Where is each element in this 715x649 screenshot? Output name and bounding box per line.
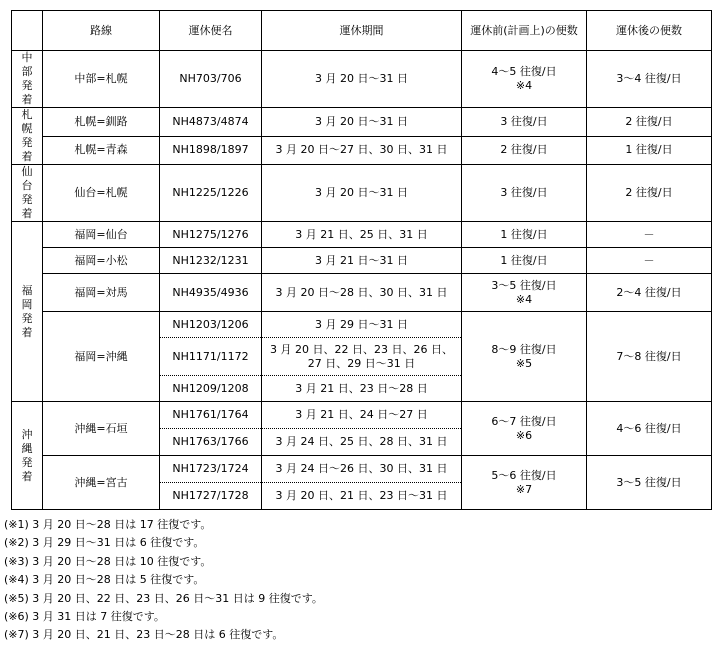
before-cell: 8～9 往復/日 ※5 <box>462 312 587 402</box>
table-row <box>12 165 712 222</box>
flight-cell: NH1275/1276 <box>160 222 262 248</box>
flight-cell: NH4935/4936 <box>160 274 262 312</box>
route-cell: 札幌=釧路 <box>43 108 160 137</box>
route-cell: 福岡=対馬 <box>43 274 160 312</box>
table-row <box>12 456 712 483</box>
after-cell: 2 往復/日 <box>587 108 712 137</box>
after-cell: 3～5 往復/日 <box>587 456 712 510</box>
route-cell: 中部=札幌 <box>43 51 160 108</box>
period-cell: 3 月 24 日、25 日、28 日、31 日 <box>262 429 462 456</box>
before-cell: 4～5 往復/日 ※4 <box>462 51 587 108</box>
before-cell: 3 往復/日 <box>462 108 587 137</box>
after-cell: 1 往復/日 <box>587 136 712 165</box>
after-cell: 2 往復/日 <box>587 165 712 222</box>
region-chubu: 中部発着 <box>12 51 43 108</box>
period-cell: 3 月 21 日、23 日～28 日 <box>262 376 462 402</box>
region-fukuoka: 福岡発着 <box>12 222 43 402</box>
period-cell: 3 月 20 日～27 日、30 日、31 日 <box>262 136 462 165</box>
header-row <box>12 11 712 51</box>
after-cell: － <box>587 222 712 248</box>
route-cell: 仙台=札幌 <box>43 165 160 222</box>
footnote: (※2) 3 月 29 日～31 日は 6 往復です。 <box>4 536 205 550</box>
header-before: 運休前(計画上)の便数 <box>462 11 587 51</box>
before-cell: 1 往復/日 <box>462 248 587 274</box>
before-cell: 2 往復/日 <box>462 136 587 165</box>
route-cell: 福岡=仙台 <box>43 222 160 248</box>
header-region <box>12 11 43 51</box>
flight-cell: NH1209/1208 <box>160 376 262 402</box>
flight-cell: NH703/706 <box>160 51 262 108</box>
table-row <box>12 222 712 248</box>
flight-cell: NH1203/1206 <box>160 312 262 338</box>
route-cell: 福岡=沖縄 <box>43 312 160 402</box>
region-sendai: 仙台発着 <box>12 165 43 222</box>
after-cell: 4～6 往復/日 <box>587 402 712 456</box>
footnote: (※5) 3 月 20 日、22 日、23 日、26 日～31 日は 9 往復です。 <box>4 591 323 605</box>
footnote: (※4) 3 月 20 日～28 日は 5 往復です。 <box>4 573 205 587</box>
header-period: 運休期間 <box>262 11 462 51</box>
flight-cell: NH1232/1231 <box>160 248 262 274</box>
period-cell: 3 月 21 日、25 日、31 日 <box>262 222 462 248</box>
header-route: 路線 <box>43 11 160 51</box>
period-cell: 3 月 20 日～31 日 <box>262 108 462 137</box>
region-sapporo: 札幌発着 <box>12 108 43 165</box>
route-cell: 沖縄=宮古 <box>43 456 160 510</box>
table-row <box>12 402 712 429</box>
footnote: (※1) 3 月 20 日～28 日は 17 往復です。 <box>4 518 212 531</box>
flight-cell: NH1763/1766 <box>160 429 262 456</box>
period-cell: 3 月 20 日～31 日 <box>262 51 462 108</box>
flight-cell: NH1898/1897 <box>160 136 262 165</box>
route-cell: 札幌=青森 <box>43 136 160 165</box>
route-cell: 福岡=小松 <box>43 248 160 274</box>
footnote: (※7) 3 月 20 日、21 日、23 日～28 日は 6 往復です。 <box>4 628 284 642</box>
footnote: (※6) 3 月 31 日は 7 往復です。 <box>4 610 165 624</box>
table-row <box>12 274 712 312</box>
period-cell: 3 月 29 日～31 日 <box>262 312 462 338</box>
header-after: 運休後の便数 <box>587 11 712 51</box>
route-cell: 沖縄=石垣 <box>43 402 160 456</box>
before-cell: 5～6 往復/日 ※7 <box>462 456 587 510</box>
before-cell: 3 往復/日 <box>462 165 587 222</box>
period-cell: 3 月 20 日～28 日、30 日、31 日 <box>262 274 462 312</box>
flight-cell: NH1723/1724 <box>160 456 262 483</box>
period-cell: 3 月 20 日～31 日 <box>262 165 462 222</box>
period-cell: 3 月 21 日、24 日～27 日 <box>262 402 462 429</box>
after-cell: － <box>587 248 712 274</box>
flight-cell: NH1727/1728 <box>160 483 262 510</box>
before-cell: 6～7 往復/日 ※6 <box>462 402 587 456</box>
period-cell: 3 月 21 日～31 日 <box>262 248 462 274</box>
table-row <box>12 312 712 338</box>
suspension-table <box>11 10 712 510</box>
after-cell: 7～8 往復/日 <box>587 312 712 402</box>
flight-cell: NH4873/4874 <box>160 108 262 137</box>
header-flight: 運休便名 <box>160 11 262 51</box>
footnotes <box>4 516 709 645</box>
after-cell: 2～4 往復/日 <box>587 274 712 312</box>
table-row <box>12 51 712 108</box>
flight-cell: NH1171/1172 <box>160 338 262 376</box>
table-row <box>12 136 712 165</box>
before-cell: 1 往復/日 <box>462 222 587 248</box>
flight-cell: NH1225/1226 <box>160 165 262 222</box>
before-cell: 3～5 往復/日 ※4 <box>462 274 587 312</box>
region-okinawa: 沖縄発着 <box>12 402 43 510</box>
flight-cell: NH1761/1764 <box>160 402 262 429</box>
table-row <box>12 108 712 137</box>
after-cell: 3～4 往復/日 <box>587 51 712 108</box>
footnote: (※3) 3 月 20 日～28 日は 10 往復です。 <box>4 554 212 568</box>
table-row <box>12 248 712 274</box>
period-cell: 3 月 20 日、21 日、23 日～31 日 <box>262 483 462 510</box>
period-cell: 3 月 24 日～26 日、30 日、31 日 <box>262 456 462 483</box>
period-cell: 3 月 20 日、22 日、23 日、26 日、 27 日、29 日～31 日 <box>262 338 462 376</box>
